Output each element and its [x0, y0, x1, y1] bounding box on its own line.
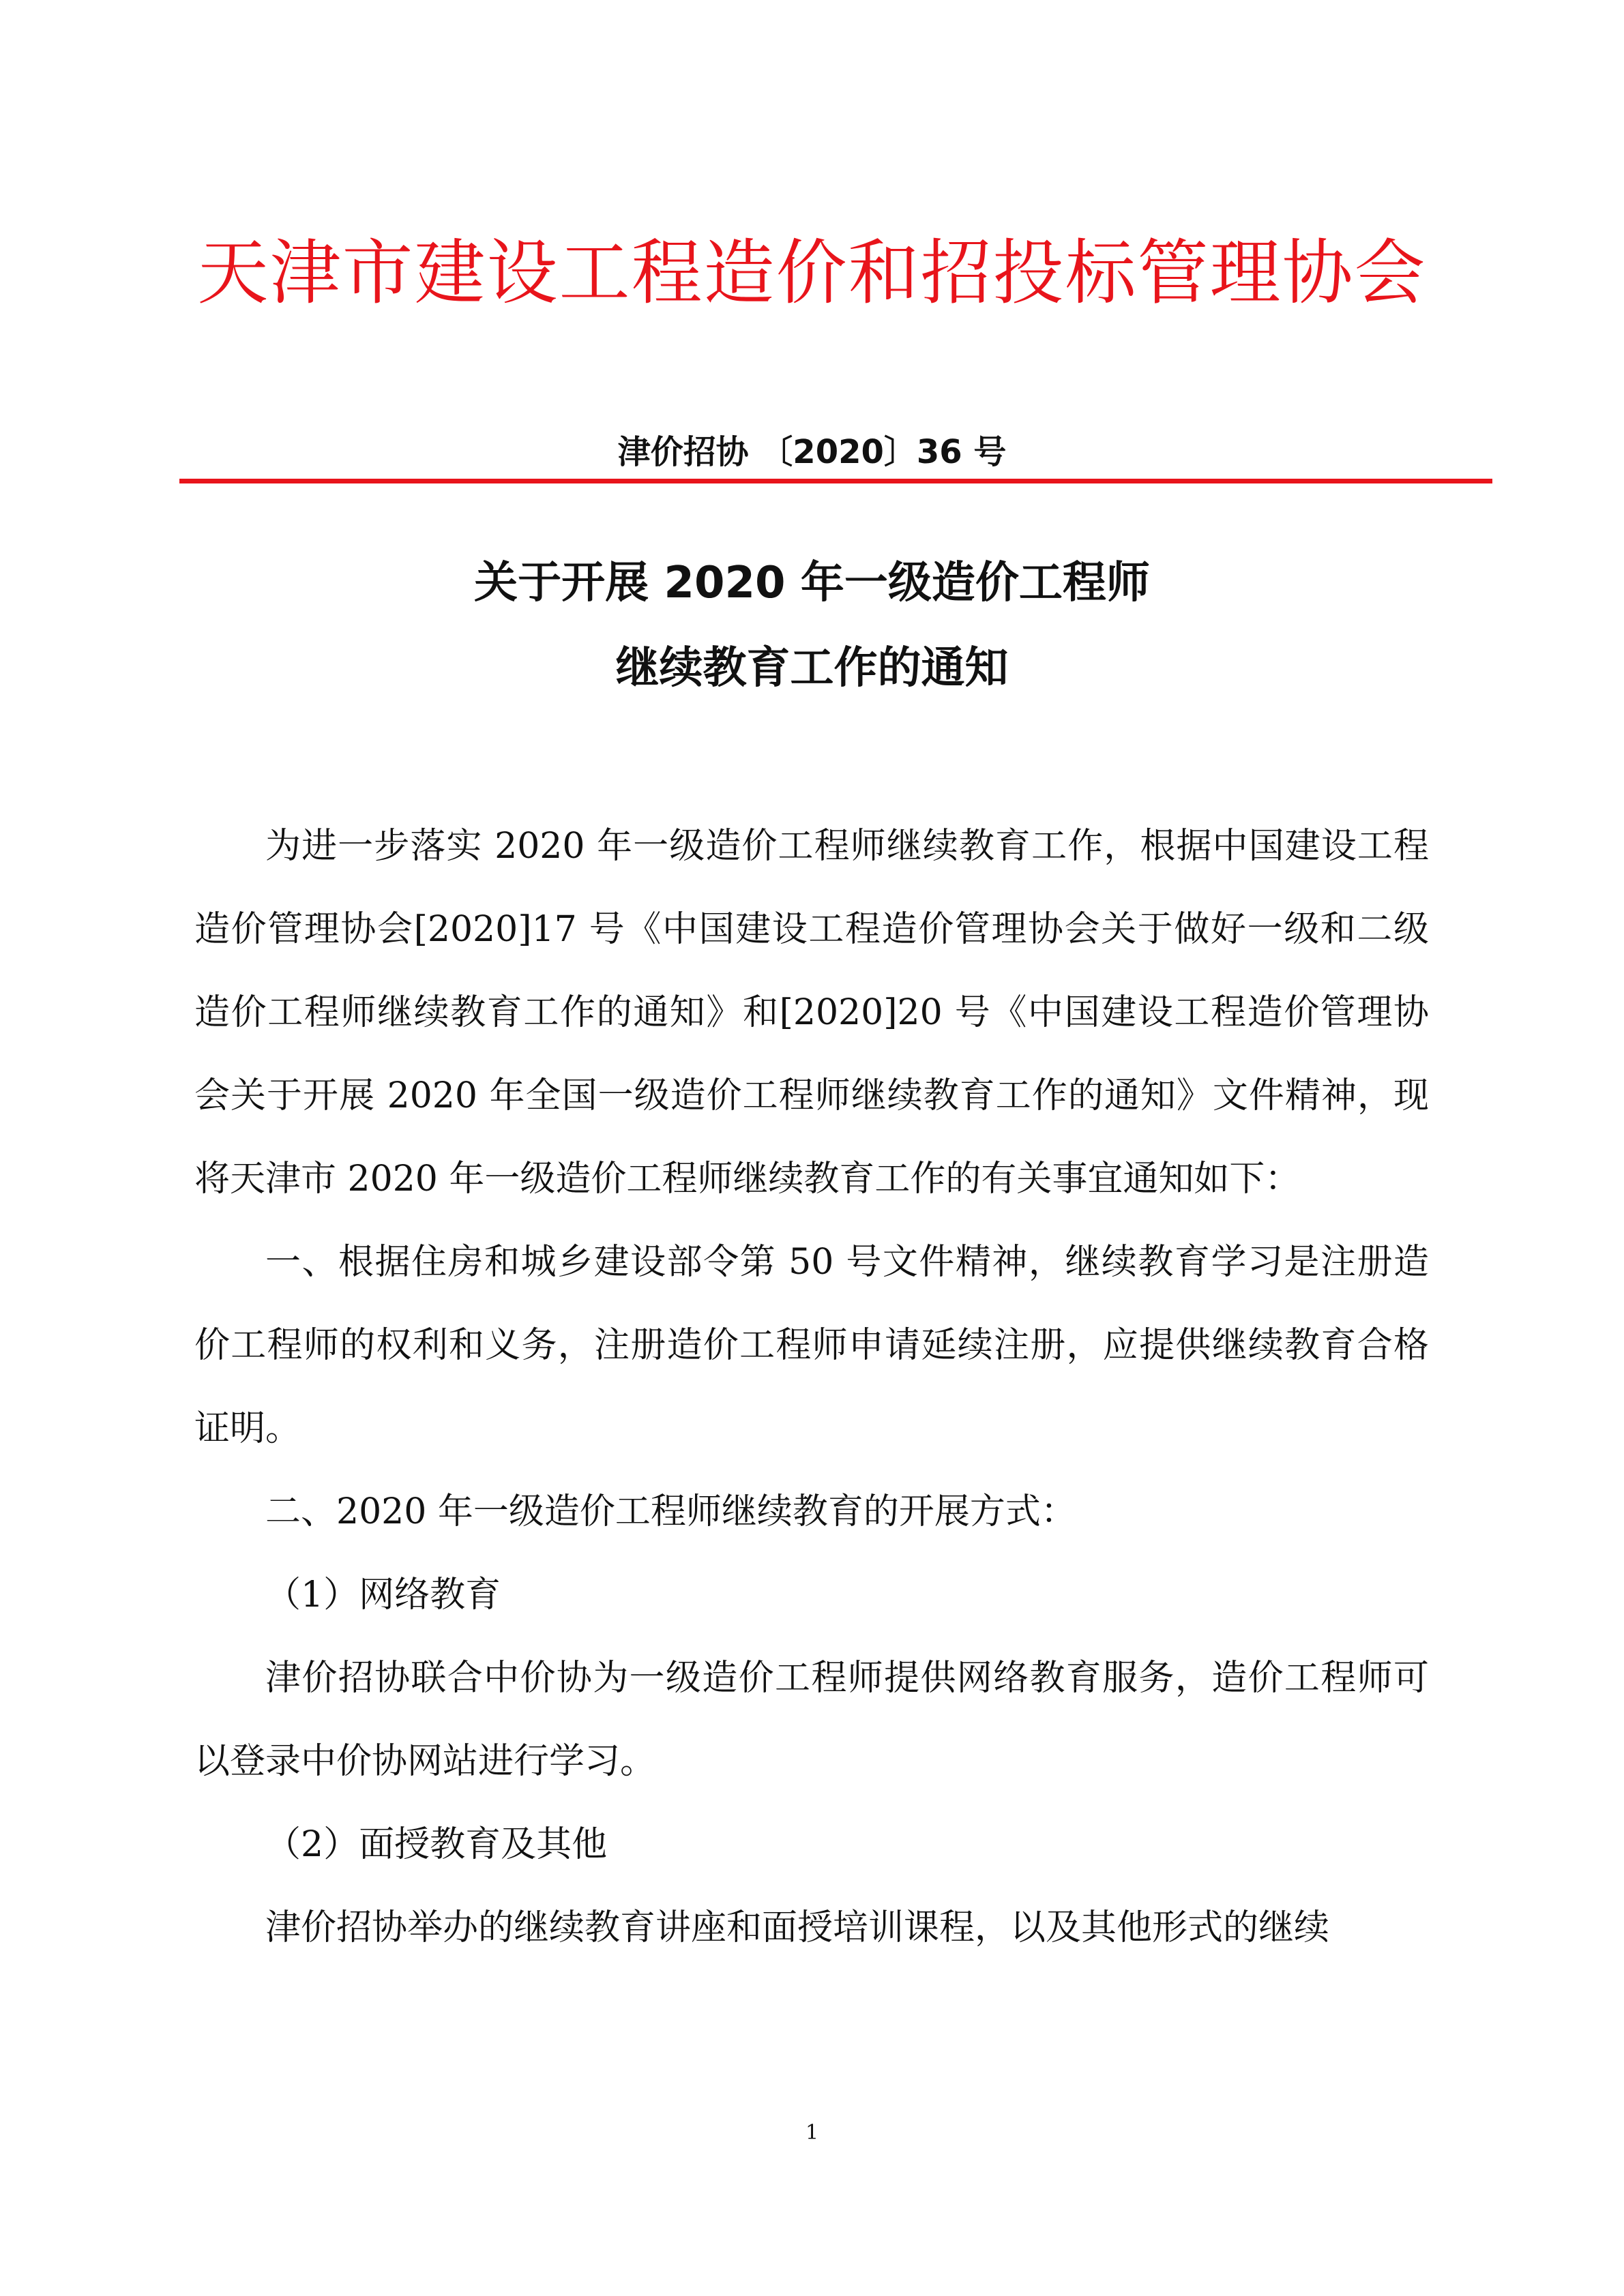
notice-body	[194, 805, 1429, 1969]
organization-header: 天津市建设工程造价和招投标管理协会	[197, 231, 1427, 314]
document-number: 津价招协 〔2020〕36 号	[617, 433, 1007, 471]
body-subheading-in-person-education: （2）面授教育及其他	[265, 1824, 608, 1865]
header-divider	[179, 479, 1492, 483]
body-paragraph-section-2: 二、2020 年一级造价工程师继续教育的开展方式：	[265, 1491, 1076, 1532]
notice-title-line-1: 关于开展 2020 年一级造价工程师	[474, 558, 1150, 608]
body-paragraph-in-person-education: 津价招协举办的继续教育讲座和面授培训课程，以及其他形式的继续	[265, 1907, 1330, 1948]
body-paragraph-online-education: 津价招协联合中价协为一级造价工程师提供网络教育服务，造价工程师可以登录中价协网站进行学习。	[194, 1658, 1429, 1782]
body-paragraph-intro: 为进一步落实 2020 年一级造价工程师继续教育工作，根据中国建设工程造价管理协会[2020]17 号《中国建设工程造价管理协会关于做好一级和二级造价工程师继续教育工作的通知》和[2020]20 号《中国建设工程造价管理协会关于开展 2020 年全国一级造价工程师继续教育工作的通知》文件精神，现将天津市 2020 年一级造价工程师继续教育工作的有关事宜通知如下：	[194, 826, 1429, 1199]
body-paragraph-section-1: 一、根据住房和城乡建设部令第 50 号文件精神，继续教育学习是注册造价工程师的权利和义务，注册造价工程师申请延续注册，应提供继续教育合格证明。	[194, 1242, 1429, 1449]
page-number: 1	[805, 2121, 819, 2145]
notice-title-line-2: 继续教育工作的通知	[615, 643, 1009, 694]
body-subheading-online-education: （1）网络教育	[265, 1575, 501, 1615]
